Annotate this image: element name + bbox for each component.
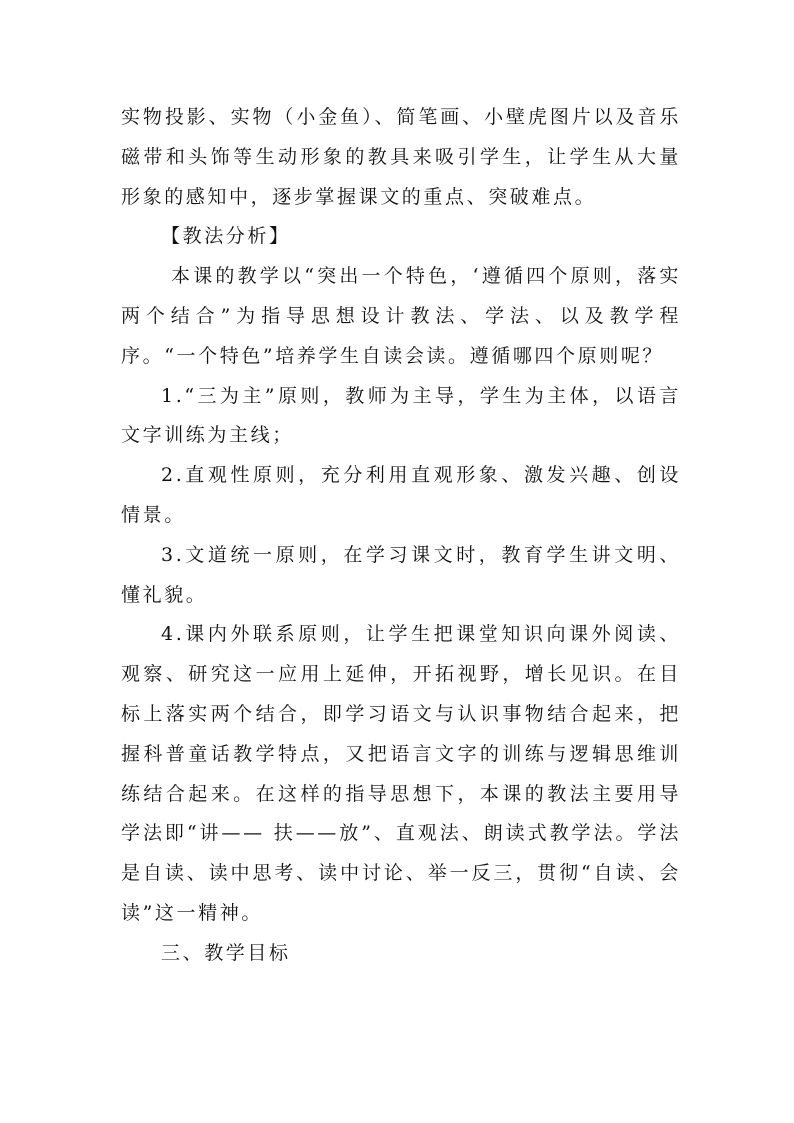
list-item-principle-2: 2.直观性原则，充分利用直观形象、激发兴趣、创设情景。	[121, 464, 681, 526]
list-item-principle-3: 3.文道统一原则，在学习课文时，教育学生讲文明、懂礼貌。	[121, 543, 681, 606]
section-heading-teaching-goals: 三、教学目标	[161, 941, 291, 964]
paragraph-teaching-aids: 实物投影、实物（小金鱼）、简笔画、小壁虎图片以及音乐磁带和头饰等生动形象的教具来吸引学生，让学生从大量形象的感知中，逐步掌握课文的重点、突破难点。	[121, 106, 681, 208]
paragraph-teaching-philosophy: 本课的教学以“突出一个特色，‘遵循四个原则，落实两个结合”为指导思想设计教法、学法、以及教学程序。“一个特色”培养学生自读会读。遵循哪四个原则呢？	[121, 265, 681, 367]
section-heading-teaching-method-analysis: 【教法分析】	[161, 225, 291, 248]
list-item-principle-1: 1.“三为主”原则，教师为主导，学生为主体，以语言文字训练为主线；	[121, 384, 681, 447]
list-item-principle-4: 4.课内外联系原则，让学生把课堂知识向课外阅读、观察、研究这一应用上延伸，开拓视野，增长见识。在目标上落实两个结合，即学习语文与认识事物结合起来，把握科普童话教学特点，又把语言文字的训练与逻辑思维训练结合起来。在这样的指导思想下，本课的教法主要用导学法即“讲—— 扶——放”、直观法、朗读式教学法。学法是自读、读中思考、读中讨论、举一反三，贯彻“自读、会读”这一精神。	[121, 623, 681, 924]
document-body	[121, 98, 681, 974]
